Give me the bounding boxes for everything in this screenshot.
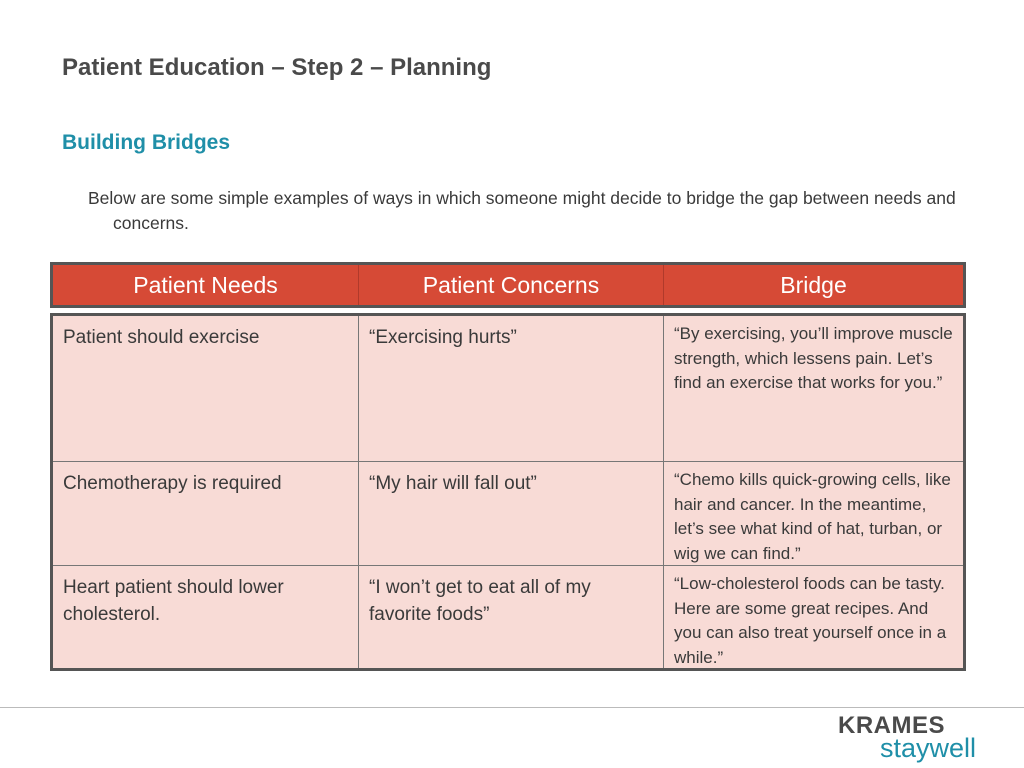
- table-row: [53, 565, 963, 668]
- cell-concern: “My hair will fall out”: [358, 462, 663, 565]
- cell-bridge: “Low-cholesterol foods can be tasty. Here are some great recipes. And you can also treat yourself once in a while.”: [663, 566, 963, 668]
- table-body: [50, 313, 966, 671]
- header-patient-needs: Patient Needs: [133, 271, 278, 298]
- logo-krames-text: KRAMES: [838, 712, 946, 739]
- section-subtitle: Building Bridges: [62, 131, 230, 154]
- table-header: [50, 262, 966, 308]
- intro-paragraph: Below are some simple examples of ways in which someone might decide to bridge the gap between needs and concerns.: [88, 188, 956, 233]
- page-title: Patient Education – Step 2 – Planning: [62, 54, 492, 81]
- cell-concern: “Exercising hurts”: [358, 316, 663, 461]
- table-row: [53, 316, 963, 461]
- table-row: [53, 461, 963, 565]
- header-patient-concerns: Patient Concerns: [358, 265, 663, 305]
- krames-staywell-logo: [838, 712, 978, 766]
- header-bridge: Bridge: [663, 265, 963, 305]
- cell-concern: “I won’t get to eat all of my favorite foods”: [358, 566, 663, 668]
- logo-staywell-text: staywell: [880, 733, 977, 763]
- cell-need: Patient should exercise: [63, 327, 260, 348]
- cell-need: Heart patient should lower cholesterol.: [63, 577, 284, 625]
- cell-need: Chemotherapy is required: [63, 473, 282, 494]
- cell-bridge: “Chemo kills quick-growing cells, like hair and cancer. In the meantime, let’s see what kind of hat, turban, or wig we can find.”: [663, 462, 963, 565]
- footer-divider: [0, 707, 1024, 708]
- cell-bridge: “By exercising, you’ll improve muscle strength, which lessens pain. Let’s find an exercise that works for you.”: [663, 316, 963, 461]
